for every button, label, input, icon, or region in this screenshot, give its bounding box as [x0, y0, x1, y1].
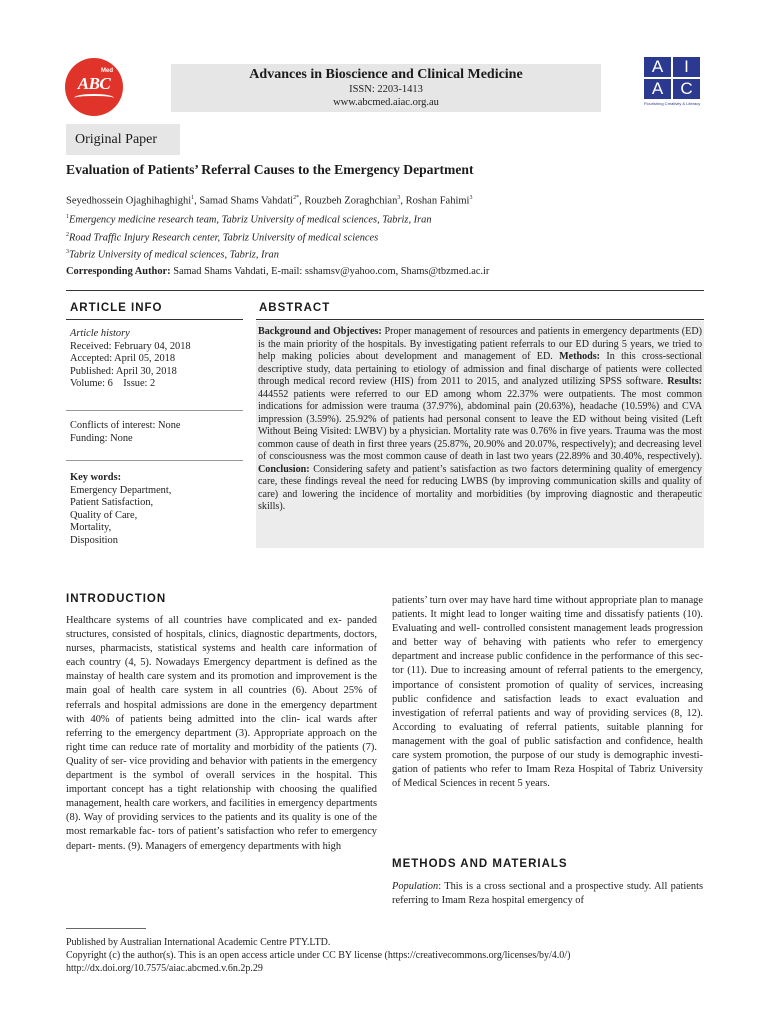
logo-med-text: Med	[101, 68, 113, 74]
article-declarations	[70, 420, 245, 445]
aiac-cell: I	[673, 57, 700, 77]
abstract-heading: ABSTRACT	[259, 302, 331, 314]
article-history	[70, 328, 245, 391]
aiac-tagline: Flourishing Creativity & Literacy	[644, 101, 701, 106]
corresponding-author	[66, 266, 489, 277]
publisher-logo-aiac	[644, 57, 700, 106]
logo-swoosh-icon	[74, 94, 114, 102]
affiliation-text: Emergency medicine research team, Tabriz University of medical sciences, Tabriz, Iran	[69, 214, 432, 226]
keyword: Mortality,	[70, 522, 112, 534]
affiliation-3	[66, 249, 279, 260]
corresponding-details[interactable]: Samad Shams Vahdati, E-mail: sshamsv@yahoo.com, Shams@tbzmed.ac.ir	[170, 266, 490, 277]
affiliation-text: Tabriz University of medical sciences, Tabriz, Iran	[69, 249, 279, 261]
keyword: Patient Satisfaction,	[70, 497, 154, 509]
abstract-divider	[256, 319, 704, 320]
abstract-bg-label: Background and Objectives:	[258, 326, 382, 337]
header-divider	[66, 290, 704, 291]
journal-website[interactable]: www.abcmed.aiac.org.au	[333, 97, 439, 108]
volume-issue: Volume: 6 Issue: 2	[70, 378, 156, 390]
affiliation-2	[66, 232, 378, 243]
conflicts-of-interest: Conflicts of interest: None	[70, 420, 181, 431]
introduction-text-left: Healthcare systems of all countries have complicated and ex- panded structures, consisted of hospitals, clinics, diagnostic departments, doctors, nurses, pharmacists, statistical systems and health care information of each country (4, 5). Nowadays Emergency department is defined as the mainstay of health care system and its promotion and improvement is the main goal of health care system in all countries (6). About 25% of referrals and hospital admissions are done in the emergency department with 40% of patients being admitted into the clin- ical wards after referring to the emergency department (3). Appropriate approach on the right time can reduce rate of mortality and morbidity of the patients (7). Quality of ser- vice providing and behavior with patients in the emergency department is the symbol of overall services in the hospital. This important concept has a tight relationship with choosing the qualified management, health care workers, and facilities in emergency departments (8). Way of providing services to the patients and its quality is one of the most remarkable fac- tors of patient’s satisfaction who refer to emergency depart- ments. (9). Managers of emergency departments with high	[66, 615, 377, 852]
article-history-label: Article history	[70, 328, 130, 339]
author-sup: 1	[191, 195, 195, 201]
abstract-bg-text: Proper management of resources and patients in emergency departments (ED) is the main priority of the hospitals. By investigating patient referrals to our ED during 5 years, we tried to help making policies about development and management of ED.	[258, 326, 702, 362]
author-sup: 3	[397, 195, 401, 201]
affiliation-sup: 2	[66, 232, 69, 238]
journal-header-band	[171, 64, 601, 112]
abstract-methods-label: Methods:	[559, 351, 601, 362]
corresponding-label: Corresponding Author:	[66, 266, 171, 277]
affiliation-1	[66, 214, 432, 225]
paper-title: Evaluation of Patients’ Referral Causes to the Emergency Department	[66, 162, 474, 177]
abstract-results-label: Results:	[667, 376, 702, 387]
footer-doi[interactable]: http://dx.doi.org/10.7575/aiac.abcmed.v.6n.2p.29	[66, 963, 263, 974]
affiliation-text: Road Traffic Injury Research center, Tabriz University of medical sciences	[69, 232, 379, 244]
author-sep: ,	[400, 195, 406, 207]
introduction-text-right: patients’ turn over may have hard time without appropriate plan to manage patients. It might lead to longer waiting time and dissatisfy patients (10). Evaluating and well- controlled consistent management leads progression and better way of behaving with patients who refer to emergency department and increase public confidence in the performance of this sec- tor (11). Due to increasing amount of referral patients to the emergency, importance of consistent promotion of quality of services, increasing public confidence and satisfaction leads to exact evaluation and investigation of referral patients and way of providing services (8, 12). According to evaluating of referral patients, suitable planning for management with the goal of public satisfaction and confidence, health care system promotion, the purpose of our study is demographic investi- gation of patients who refer to Imam Reza Hospital of Tabriz University of Medical Sciences in recent 5 years.	[392, 595, 703, 790]
keyword: Quality of Care,	[70, 509, 138, 521]
abstract-conclusion-text: Considering safety and patient’s satisfaction as two factors determining quality of emergency care, these findings reveal the need for reducing LWBS (by improving communication skills and quality of care) and lowering the incidence of mortality and morbidities (by improving diagnostic and therapeutic skills).	[258, 463, 702, 512]
methods-heading: METHODS AND MATERIALS	[392, 858, 568, 870]
date-received: Received: February 04, 2018	[70, 340, 191, 352]
keywords-block	[70, 472, 245, 548]
abstract-text	[258, 326, 702, 514]
date-accepted: Accepted: April 05, 2018	[70, 353, 176, 365]
author-name: Samad Shams Vahdati	[199, 195, 294, 207]
aiac-cell: C	[673, 79, 700, 99]
author-name: Seyedhossein Ojaghihaghighi	[66, 195, 192, 207]
date-published: Published: April 30, 2018	[70, 365, 177, 377]
abstract-box	[256, 321, 704, 548]
keyword: Emergency Department,	[70, 484, 172, 496]
methods-text	[392, 880, 703, 908]
keyword: Disposition	[70, 534, 118, 546]
aiac-cell: A	[644, 79, 671, 99]
abstract-conclusion-label: Conclusion:	[258, 463, 310, 475]
logo-abc-text: ABC	[77, 74, 111, 93]
affiliation-sup: 1	[66, 214, 69, 220]
population-label: Population	[392, 881, 439, 892]
footer	[66, 936, 570, 975]
author-sep: ,	[194, 195, 200, 207]
author-list	[66, 195, 472, 207]
introduction-heading: INTRODUCTION	[66, 593, 167, 605]
article-info-divider	[66, 319, 243, 320]
info-divider	[66, 460, 243, 461]
journal-issn: ISSN: 2203-1413	[349, 84, 423, 95]
aiac-cell: A	[644, 57, 671, 77]
abstract-results-text: 444552 patients were referred to our ED among whom 22.37% were outpatients. The most common indications for admission were trauma (37.97%), abdominal pain (20.63%), headache (10.59%) and CVA impression (3.59%). 25.92% of patients had personal consent to leave the ED without being visited (Left Without Being Visited: LWBV) by a physician. Mortality rate was 0.76% in five years. Trauma was the most common cause of death in first three years (25.87%, 20.90% and 20.07%, respectively); and decreasing level of consciousness was the most common cause of death in last two years (22.89% and 30.40%, respectively).	[258, 388, 702, 462]
funding: Funding: None	[70, 432, 133, 444]
journal-title: Advances in Bioscience and Clinical Medicine	[249, 67, 523, 82]
footer-copyright: Copyright (c) the author(s). This is an open access article under CC BY license (https://creativecommons.org/licenses/by/4.0/)	[66, 950, 571, 961]
paper-type-label: Original Paper	[66, 124, 180, 155]
journal-logo-abc	[65, 58, 123, 116]
footnote-divider	[66, 928, 146, 929]
author-name: Rouzbeh Zoraghchian	[304, 195, 398, 207]
abstract-methods-text: In this cross-sectional descriptive study, data pertaining to etiology of admission and final discharge of patients were collected through medical record review (HIS) from 2011 to 2015, and analyzed utilizing SPSS software.	[258, 351, 702, 387]
author-sup: 3	[469, 195, 473, 201]
author-sep: ,	[299, 195, 305, 207]
keywords-label: Key words:	[70, 472, 122, 483]
footer-publisher: Published by Australian International Academic Centre PTY.LTD.	[66, 937, 331, 948]
article-info-heading: ARTICLE INFO	[70, 302, 163, 314]
info-divider	[66, 410, 243, 411]
affiliation-sup: 3	[66, 249, 69, 255]
population-text: : This is a cross sectional and a prospective study. All patients referring to Imam Reza hospital emergency of	[392, 881, 703, 907]
author-sup: 2*	[293, 195, 300, 201]
author-name: Roshan Fahimi	[405, 195, 470, 207]
